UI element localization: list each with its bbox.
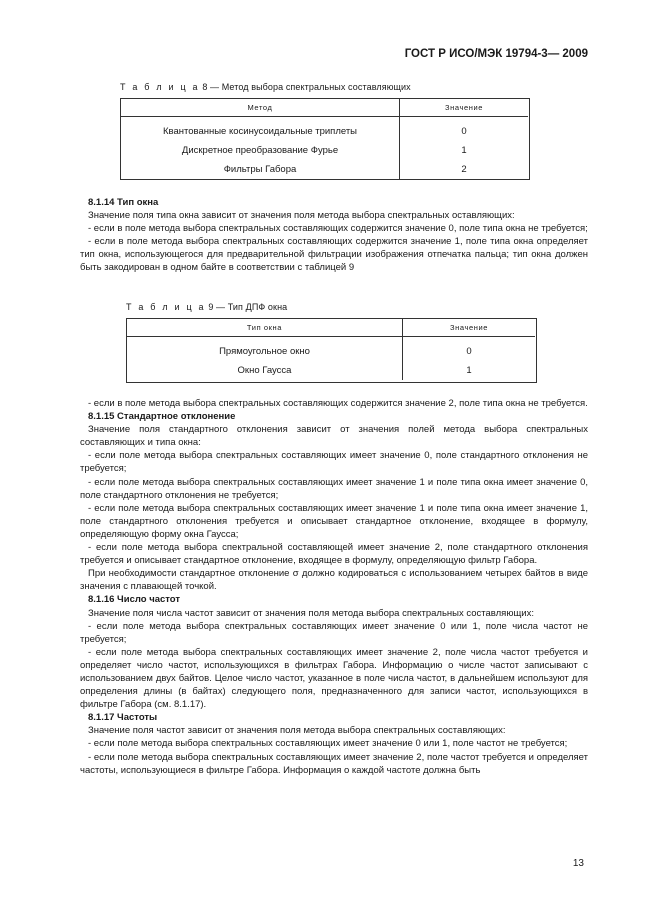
table-9-caption — [126, 302, 287, 312]
table-9 — [127, 319, 535, 380]
table-9-caption-text: 9 — Тип ДПФ окна — [208, 302, 288, 312]
table-9-header-value: Значение — [403, 319, 536, 337]
section-heading: 8.1.14 Тип окна — [88, 197, 159, 208]
table-8-cell-value: 1 — [400, 141, 529, 160]
table-9-cell-name: Прямоугольное окно — [219, 346, 310, 357]
table-8-header-value: Значение — [400, 99, 529, 117]
section-heading: 8.1.16 Число частот — [88, 594, 181, 606]
table-9-header-type: Тип окна — [127, 319, 403, 337]
table-9-cell-value: 0 — [403, 342, 536, 361]
paragraph: - если поле метода выбора спектральных составляющих имеет значение 0 или 1, поле числа частот не требуется; — [80, 620, 588, 645]
paragraph: Значение поля стандартного отклонения зависит от значения полей метода выбора спектральных составляющих и типа окна: — [80, 424, 588, 449]
table-9-cell-value: 1 — [403, 361, 536, 380]
table-9-cell-name: Окно Гаусса — [237, 365, 292, 376]
table-8-cell-name: Фильтры Габора — [223, 164, 297, 175]
paragraph: - если в поле метода выбора спектральных составляющих содержится значение 0, поле типа окна не требуется; — [88, 223, 588, 235]
table-8 — [121, 99, 528, 179]
paragraph: - если поле метода выбора спектральных составляющих имеет значение 1 и поле типа окна имеет значение 1, поле стандартного отклонения требуется и описывает стандартное отклонение, входящее в формулу, определяющую форму окна Гаусса; — [80, 502, 588, 540]
section-heading: 8.1.15 Стандартное отклонение — [88, 411, 236, 423]
table-row — [127, 361, 535, 380]
paragraph: Значение поля числа частот зависит от значения поля метода выбора спектральных составляющих: — [88, 607, 534, 619]
paragraph: - если поле метода выбора спектральной составляющей имеет значение 2, поле стандартного отклонения требуется и описывает стандартное отклонение, входящее в формулу, определяющую фильтр Габора. — [80, 542, 588, 567]
paragraph: - если в поле метода выбора спектральных составляющих содержится значение 2, поле типа окна не требуется. — [88, 398, 588, 409]
section-heading: 8.1.17 Частоты — [88, 712, 158, 724]
paragraph: - если в поле метода выбора спектральных составляющих содержится значение 1, поле типа окна определяет тип окна, использующегося для предварительной фильтрации изображения отпечатка пальца; тип окна должен быть закодирован в одном байте в соответствии с таблицей 9 — [80, 236, 588, 274]
paragraph: - если поле метода выбора спектральных составляющих имеет значение 1 и поле типа окна имеет значение 0, поле стандартного отклонения не требуется; — [80, 476, 588, 501]
paragraph: - если поле метода выбора спектральных составляющих имеет значение 0 или 1, поле частот не требуется; — [88, 738, 568, 750]
paragraph: - если поле метода выбора спектральных составляющих имеет значение 2, поле числа частот требуется и определяет число частот, использующихся в фильтрах Габора. Информацию о числе частот записывают с использованием двух байтов. Целое число частот, указанное в поле числа частот, в дальнейшем используют для определения длины (в байтах) следующего поля, предназначенного для записи частот, использующихся в фильтре Габора (см. 8.1.17). — [80, 646, 588, 711]
paragraph: При необходимости стандартное отклонение σ должно кодироваться с использованием четырех байтов в виде значения с плавающей точкой. — [80, 568, 588, 593]
table-row — [121, 122, 528, 141]
table-row — [121, 160, 528, 179]
table-8-caption — [120, 82, 411, 92]
page-number: 13 — [572, 858, 584, 869]
table-8-header-method: Метод — [121, 99, 400, 117]
table-8-cell-name: Квантованные косинусоидальные триплеты — [162, 126, 358, 137]
section-8-1-14 — [80, 196, 588, 275]
table-8-cell-value: 0 — [400, 122, 529, 141]
document-header: ГОСТ Р ИСО/МЭК 19794-3— 2009 — [404, 48, 588, 60]
body-text — [80, 397, 588, 777]
table-9-caption-prefix: Т а б л и ц а — [126, 302, 206, 312]
table-8-cell-name: Дискретное преобразование Фурье — [181, 145, 339, 156]
paragraph: Значение поля частот зависит от значения поля метода выбора спектральных составляющих: — [88, 725, 506, 737]
table-8-cell-value: 2 — [400, 160, 529, 179]
paragraph: - если поле метода выбора спектральных составляющих имеет значение 2, поле частот требуется и определяет частоты, использующиеся в фильтре Габора. Информация о каждой частоте должна быть — [80, 751, 588, 776]
paragraph: - если поле метода выбора спектральных составляющих имеет значение 0, поле стандартного отклонения не требуется; — [80, 450, 588, 475]
table-8-caption-prefix: Т а б л и ц а — [120, 82, 200, 92]
table-row — [121, 141, 528, 160]
paragraph: Значение поля типа окна зависит от значения поля метода выбора спектральных оставляющих: — [88, 210, 515, 222]
table-8-caption-text: 8 — Метод выбора спектральных составляющих — [202, 82, 411, 92]
table-row — [127, 342, 535, 361]
